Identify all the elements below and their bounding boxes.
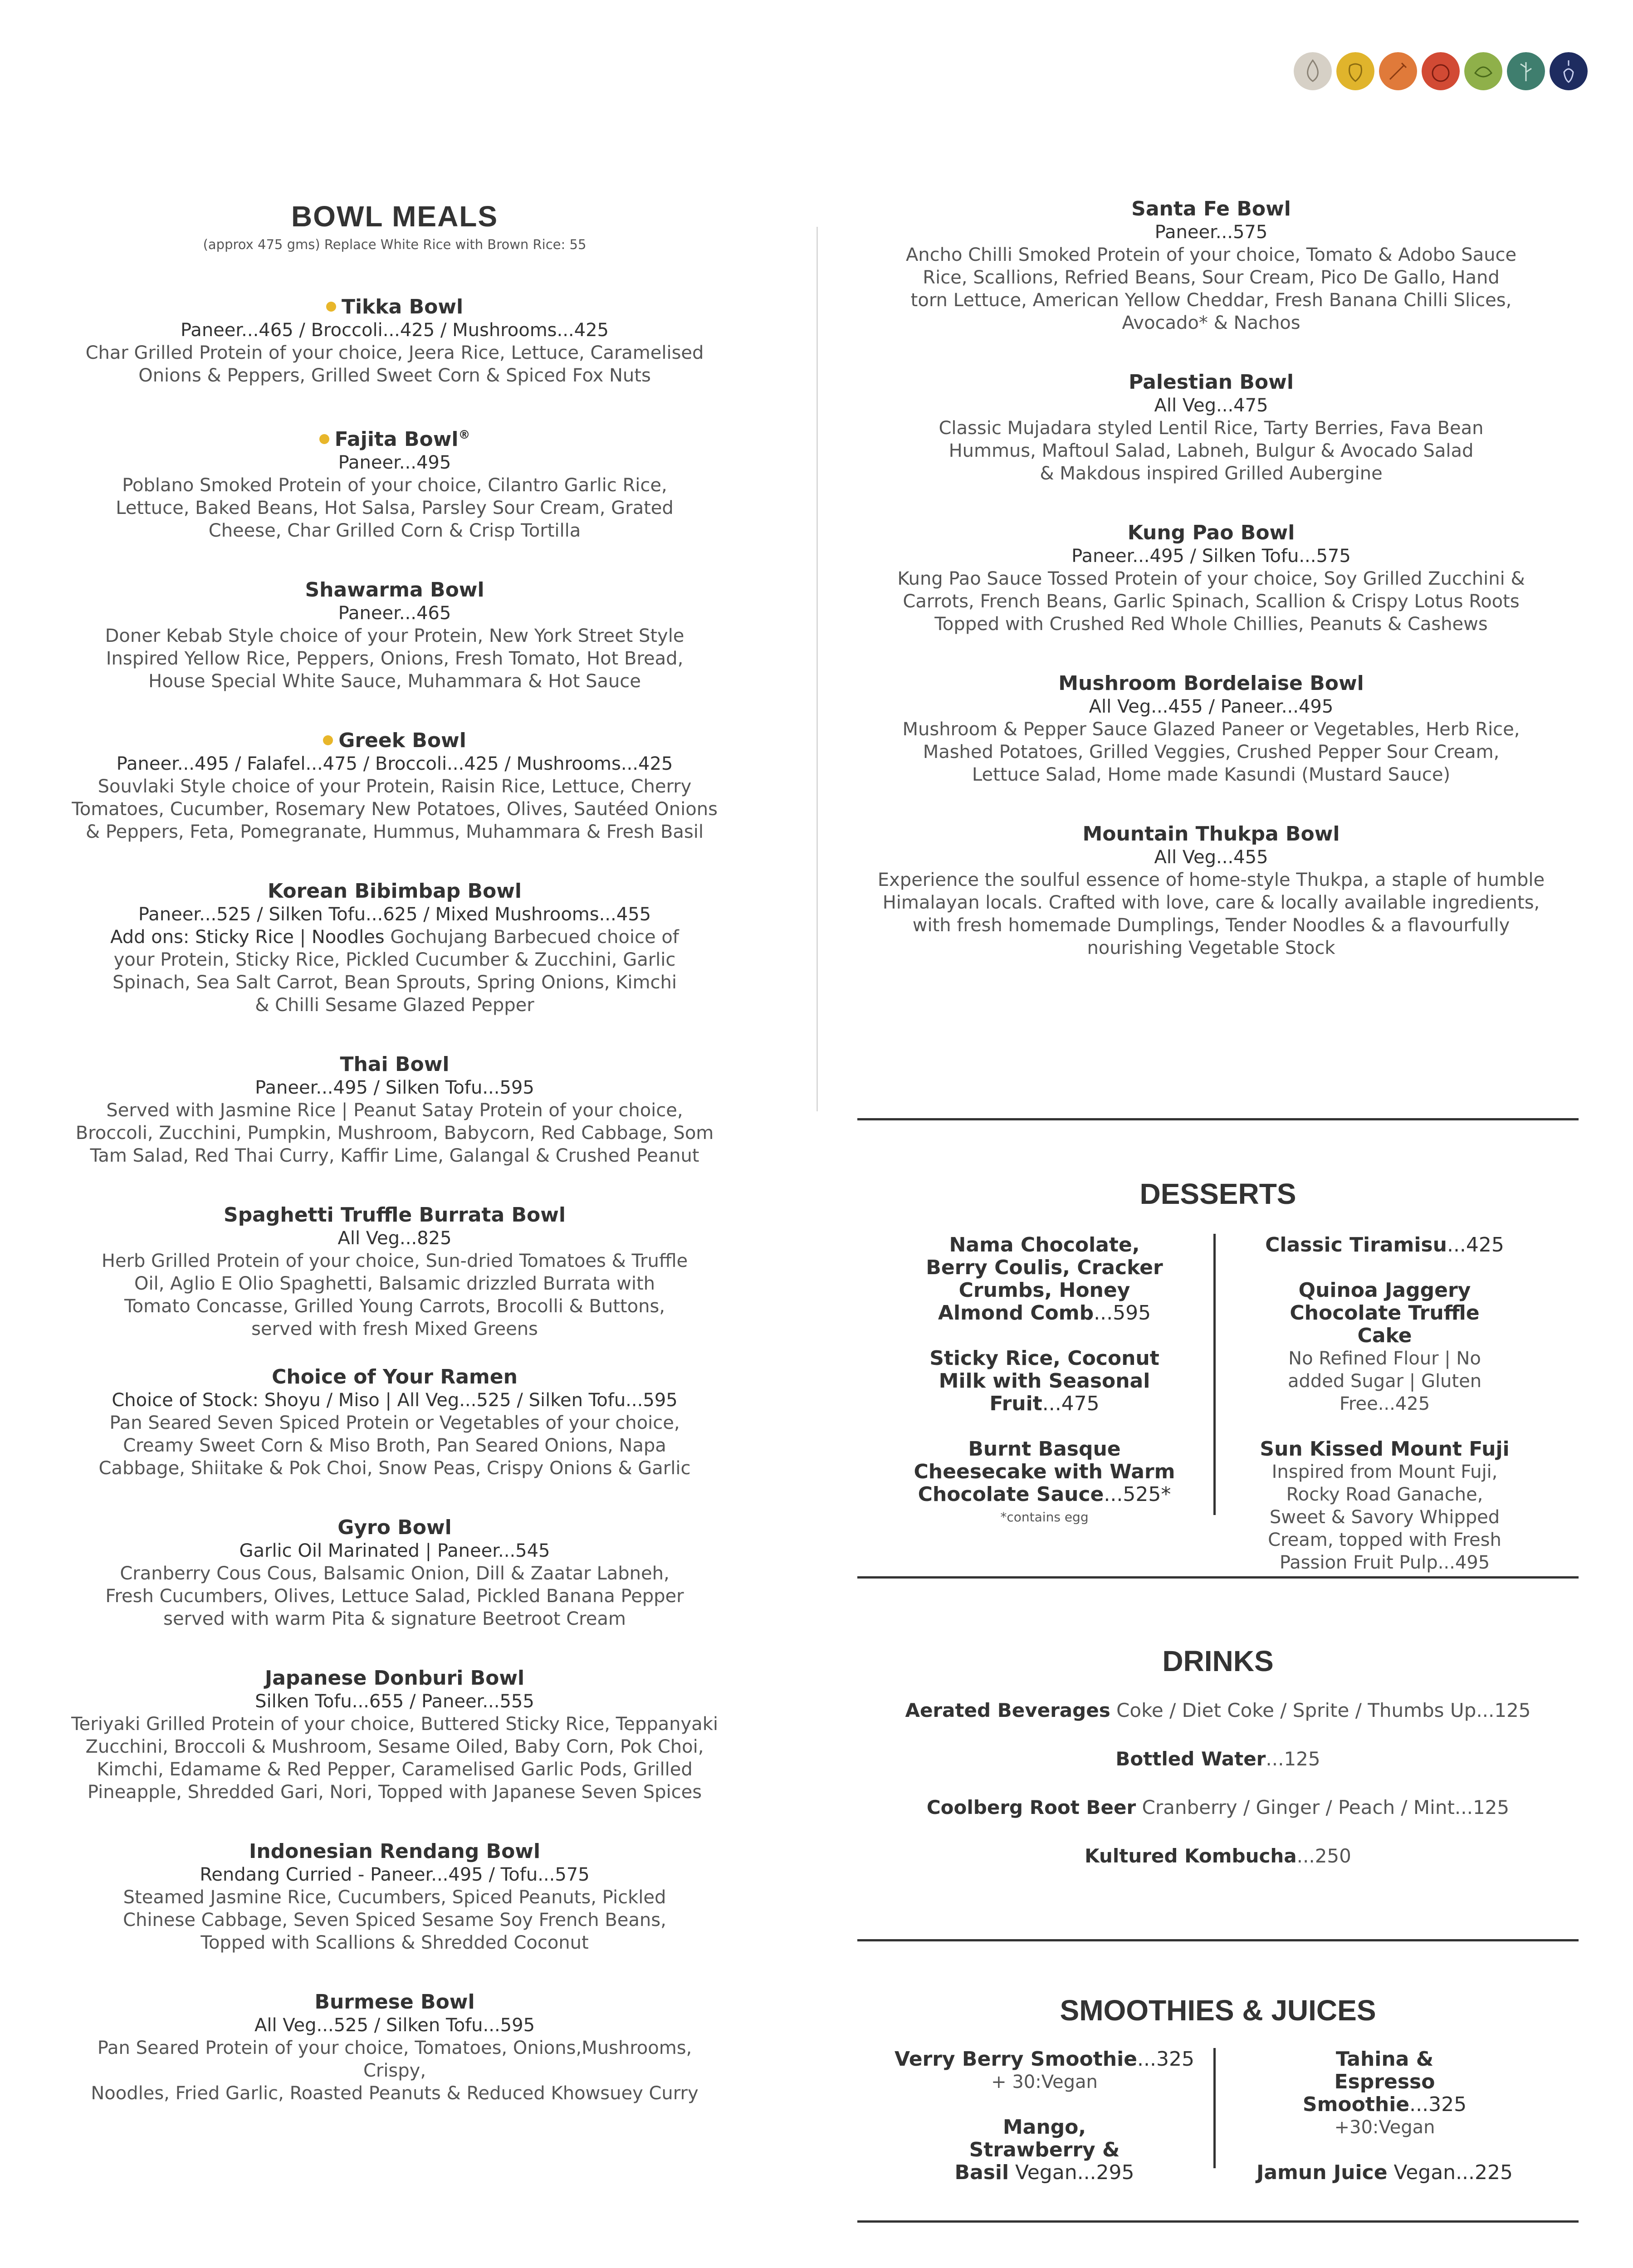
tomato-icon <box>1422 52 1460 90</box>
item-desc: Kung Pao Sauce Tossed Protein of your choice, Soy Grilled Zucchini & Carrots, French Beans, Garlic Spinach, Scallion & Crispy Lotus Roots Topped with Crushed Red Whole Chillies, Peanuts & Cashews <box>897 568 1525 635</box>
section-divider <box>857 2220 1579 2223</box>
section-divider <box>857 1939 1579 1941</box>
item-price: Garlic Oil Marinated | Paneer...545 <box>239 1540 550 1561</box>
item-desc: Poblano Smoked Protein of your choice, Cilantro Garlic Rice, Lettuce, Baked Beans, Hot Salsa, Parsley Sour Cream, Grated Cheese, Char Grilled Corn & Crisp Tortilla <box>116 475 674 541</box>
registered-mark: ® <box>458 428 470 442</box>
desserts-title: DESSERTS <box>1139 1178 1296 1210</box>
item-price: Paneer...525 / Silken Tofu...625 / Mixed Mushrooms...455 <box>138 904 651 925</box>
item-desc: Experience the soulful essence of home-style Thukpa, a staple of humble Himalayan locals. Crafted with love, care & locally available ingredients, with fresh homemade Dumplings, Tender Noodles & a flavourfully nourishing Vegetable Stock <box>877 870 1545 958</box>
item-desc: Pan Seared Protein of your choice, Tomatoes, Onions,Mushrooms, Crispy, Noodles, Fried Garlic, Roasted Peanuts & Reduced Khowsuey Curry <box>91 2038 699 2104</box>
item-desc: Teriyaki Grilled Protein of your choice, Buttered Sticky Rice, Teppanyaki Zucchini, Broccoli & Mushroom, Sesame Oiled, Baby Corn, Pok Choi, Kimchi, Edamame & Red Pepper, Caramelised Garlic Pods, Grilled Pineapple, Shredded Gari, Nori, Topped with Japanese Seven Spices <box>71 1714 718 1803</box>
menu-item-greek-bowl <box>70 729 719 843</box>
item-price: Paneer...495 <box>338 452 451 473</box>
item-desc: Herb Grilled Protein of your choice, Sun-dried Tomatoes & Truffle Oil, Aglio E Olio Spaghetti, Balsamic drizzled Burrata with Tomato Concasse, Grilled Young Carrots, Brocolli & Buttons, served with fresh Mixed Greens <box>101 1251 688 1339</box>
menu-item-kung-pao-bowl <box>844 521 1579 635</box>
desserts-list <box>875 1233 1560 1573</box>
item-price: All Veg...455 / Paneer...495 <box>1089 696 1334 717</box>
item-price: All Veg...475 <box>1154 395 1268 416</box>
item-name: Korean Bibimbap Bowl <box>268 880 522 903</box>
item-desc: Add ons: Sticky Rice | Noodles Gochujang Barbecued choice of your Protein, Sticky Rice, Pickled Cucumber & Zucchini, Garlic Spinach, Sea Salt Carrot, Bean Sprouts, Spring Onions, Kimchi & Chilli Sesame Glazed Pepper <box>110 927 679 1016</box>
beetroot-icon <box>1550 52 1588 90</box>
menu-item-thai-bowl <box>70 1053 719 1167</box>
item-price: Paneer...465 / Broccoli...425 / Mushrooms...425 <box>180 320 609 341</box>
item-name: Mushroom Bordelaise Bowl <box>1058 672 1364 695</box>
column-divider <box>816 227 818 1111</box>
item-name: Tikka Bowl <box>341 295 464 318</box>
item-desc: Served with Jasmine Rice | Peanut Satay Protein of your choice, Broccoli, Zucchini, Pumpkin, Mushroom, Babycorn, Red Cabbage, Som Tam Salad, Red Thai Curry, Kaffir Lime, Galangal & Crushed Peanut <box>75 1100 714 1166</box>
bowl-meals-left-column <box>70 200 719 2105</box>
item-price: All Veg...525 / Silken Tofu...595 <box>254 2015 535 2036</box>
drink-item: Coolberg Root Beer Cranberry / Ginger / Peach / Mint...125 <box>926 1796 1510 1818</box>
menu-item-gyro-bowl <box>70 1516 719 1630</box>
lettuce-icon <box>1464 52 1502 90</box>
smoothies-title: SMOOTHIES & JUICES <box>1060 1994 1376 2027</box>
item-name: Indonesian Rendang Bowl <box>249 1840 541 1863</box>
jain-dot-icon <box>323 735 333 745</box>
dessert-item: Sun Kissed Mount Fuji Inspired from Mount Fuji, Rocky Road Ganache, Sweet & Savory Whipped Cream, topped with Fresh Passion Fruit Pulp...495 <box>1260 1437 1510 1573</box>
dessert-item: Nama Chocolate, Berry Coulis, Cracker Crumbs, Honey Almond Comb...595 <box>926 1233 1163 1325</box>
menu-item-mountain-thukpa-bowl <box>844 822 1579 959</box>
item-name: Spaghetti Truffle Burrata Bowl <box>224 1203 566 1227</box>
item-name: Choice of Your Ramen <box>272 1365 518 1388</box>
item-desc: Mushroom & Pepper Sauce Glazed Paneer or Vegetables, Herb Rice, Mashed Potatoes, Grilled Veggies, Crushed Pepper Sour Cream, Lettuce Salad, Home made Kasundi (Mustard Sauce) <box>902 719 1520 785</box>
item-price: Paneer...495 / Falafel...475 / Broccoli...425 / Mushrooms...425 <box>116 753 673 774</box>
drinks-list <box>857 1699 1579 1893</box>
menu-item-korean-bibimbap-bowl <box>70 880 719 1017</box>
bowl-meals-title: BOWL MEALS <box>291 200 499 233</box>
item-name: Fajita Bowl <box>334 428 459 451</box>
smoothie-item: Jamun Juice Vegan...225 <box>1256 2161 1513 2184</box>
ingredient-icons <box>1294 52 1588 90</box>
item-price: All Veg...455 <box>1154 847 1268 868</box>
menu-item-mushroom-bordelaise-bowl <box>844 672 1579 786</box>
item-name: Burmese Bowl <box>314 1990 475 2014</box>
menu-item-palestian-bowl <box>844 371 1579 485</box>
item-name: Japanese Donburi Bowl <box>264 1667 525 1690</box>
item-price: Rendang Curried - Paneer...495 / Tofu...575 <box>200 1864 590 1885</box>
menu-item-tikka-bowl <box>70 295 719 387</box>
dessert-item: Quinoa Jaggery Chocolate Truffle Cake No Refined Flour | No added Sugar | Gluten Free...425 <box>1287 1279 1482 1414</box>
dessert-item: Classic Tiramisu...425 <box>1265 1233 1504 1256</box>
yellow-pepper-icon <box>1336 52 1374 90</box>
item-price: Paneer...495 / Silken Tofu...595 <box>255 1077 534 1098</box>
menu-item-santa-fe-bowl <box>844 197 1579 334</box>
garlic-icon <box>1294 52 1332 90</box>
drink-item: Aerated Beverages Coke / Diet Coke / Sprite / Thumbs Up...125 <box>905 1699 1531 1721</box>
menu-item-japanese-donburi-bowl <box>70 1667 719 1804</box>
bowl-meals-right-column <box>844 197 1579 959</box>
item-price: Silken Tofu...655 / Paneer...555 <box>255 1691 534 1712</box>
item-name: Santa Fe Bowl <box>1131 197 1291 220</box>
drink-item: Bottled Water...125 <box>1115 1748 1320 1770</box>
item-price: Paneer...495 / Silken Tofu...575 <box>1071 546 1351 567</box>
carrot-icon <box>1379 52 1417 90</box>
item-name: Shawarma Bowl <box>305 578 484 601</box>
menu-item-indonesian-rendang-bowl <box>70 1840 719 1954</box>
smoothie-item: Verry Berry Smoothie...325 + 30:Vegan <box>895 2048 1194 2092</box>
drink-item: Kultured Kombucha...250 <box>1085 1845 1351 1867</box>
dessert-item: Sticky Rice, Coconut Milk with Seasonal Fruit...475 <box>929 1347 1159 1415</box>
item-desc: Classic Mujadara styled Lentil Rice, Tarty Berries, Fava Bean Hummus, Maftoul Salad, Labneh, Bulgur & Avocado Salad & Makdous inspired Grilled Aubergine <box>939 418 1484 484</box>
item-price: Paneer...575 <box>1154 222 1268 243</box>
item-desc: Pan Seared Seven Spiced Protein or Vegetables of your choice, Creamy Sweet Corn & Miso Broth, Pan Seared Onions, Napa Cabbage, Shiitake & Pok Choi, Snow Peas, Crispy Onions & Garlic <box>98 1413 691 1479</box>
item-name: Greek Bowl <box>338 729 466 752</box>
item-price: Choice of Stock: Shoyu / Miso | All Veg...525 / Silken Tofu...595 <box>112 1390 678 1411</box>
menu-item-ramen <box>70 1365 719 1480</box>
menu-item-spaghetti-truffle-burrata-bowl <box>70 1203 719 1340</box>
section-divider <box>857 1576 1579 1579</box>
item-name: Mountain Thukpa Bowl <box>1082 822 1340 846</box>
item-desc: Cranberry Cous Cous, Balsamic Onion, Dill & Zaatar Labneh, Fresh Cucumbers, Olives, Lettuce Salad, Pickled Banana Pepper served with warm Pita & signature Beetroot Cream <box>105 1563 684 1629</box>
item-desc: Souvlaki Style choice of your Protein, Raisin Rice, Lettuce, Cherry Tomatoes, Cucumber, Rosemary New Potatoes, Olives, Sautéed Onions & Peppers, Feta, Pomegranate, Hummus, Muhammara & Fresh Basil <box>72 776 718 842</box>
herb-icon <box>1507 52 1545 90</box>
item-price: Paneer...465 <box>338 603 451 624</box>
drinks-title: DRINKS <box>1162 1645 1274 1677</box>
item-desc: Doner Kebab Style choice of your Protein, New York Street Style Inspired Yellow Rice, Peppers, Onions, Fresh Tomato, Hot Bread, House Special White Sauce, Muhammara & Hot Sauce <box>105 626 684 692</box>
menu-item-shawarma-bowl <box>70 578 719 693</box>
item-desc: Char Grilled Protein of your choice, Jeera Rice, Lettuce, Caramelised Onions & Peppers, Grilled Sweet Corn & Spiced Fox Nuts <box>85 342 704 386</box>
smoothie-item: Mango, Strawberry & Basil Vegan...295 <box>954 2116 1134 2184</box>
item-name: Kung Pao Bowl <box>1127 521 1295 544</box>
smoothie-item: Tahina & Espresso Smoothie...325 +30:Vegan <box>1302 2048 1467 2138</box>
item-name: Gyro Bowl <box>337 1516 452 1539</box>
jain-dot-icon <box>326 302 336 312</box>
item-addons: Add ons: Sticky Rice | Noodles <box>110 927 385 948</box>
smoothies-list <box>875 2048 1560 2184</box>
dessert-item: Burnt Basque Cheesecake with Warm Chocolate Sauce...525* *contains egg <box>875 1438 1213 1525</box>
bowl-meals-subtitle: (approx 475 gms) Replace White Rice with Brown Rice: 55 <box>203 237 587 252</box>
item-price: All Veg...825 <box>337 1228 452 1249</box>
item-name: Palestian Bowl <box>1129 371 1294 394</box>
menu-item-fajita-bowl <box>70 423 719 542</box>
dessert-note: *contains egg <box>1000 1510 1089 1525</box>
item-desc: Ancho Chilli Smoked Protein of your choice, Tomato & Adobo Sauce Rice, Scallions, Refried Beans, Sour Cream, Pico De Gallo, Hand torn Lettuce, American Yellow Cheddar, Fresh Banana Chilli Slices, Avocado* & Nachos <box>905 244 1517 333</box>
section-divider <box>857 1118 1579 1120</box>
menu-item-burmese-bowl <box>70 1990 719 2105</box>
item-desc: Steamed Jasmine Rice, Cucumbers, Spiced Peanuts, Pickled Chinese Cabbage, Seven Spiced Sesame Soy French Beans, Topped with Scallions & Shredded Coconut <box>123 1887 666 1953</box>
item-name: Thai Bowl <box>340 1053 450 1076</box>
jain-dot-icon <box>319 434 329 444</box>
